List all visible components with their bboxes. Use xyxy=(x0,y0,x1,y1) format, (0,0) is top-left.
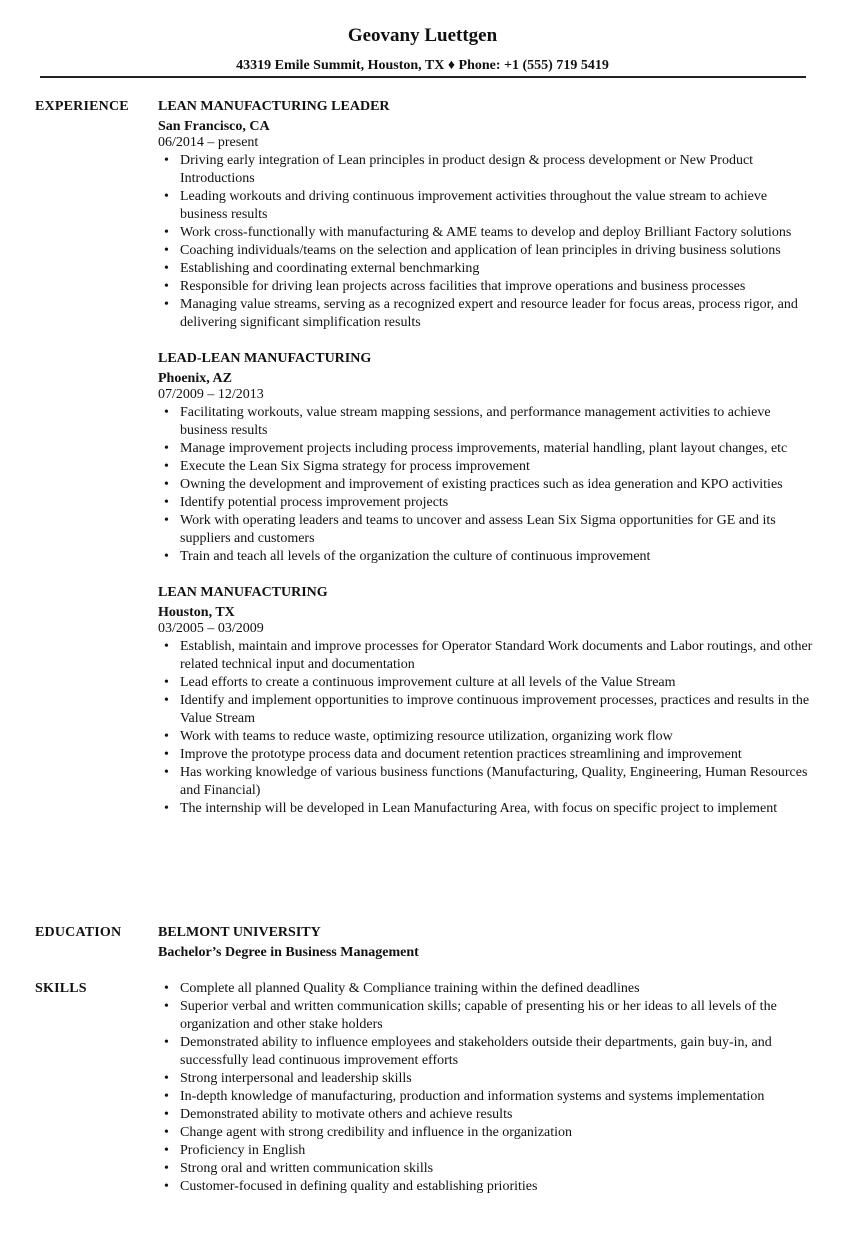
job-bullets xyxy=(158,638,818,818)
skill-item: • Superior verbal and written communication skills; capable of presenting his or her ideas to all levels of the organization and other stake holders xyxy=(158,998,818,1034)
skills-list xyxy=(158,980,818,1196)
education-degree: Bachelor’s Degree in Business Management xyxy=(158,945,419,960)
job-bullet: • Leading workouts and driving continuous improvement activities throughout the value stream to achieve business results xyxy=(158,188,818,224)
job-bullets xyxy=(158,152,818,332)
education-heading: EDUCATION xyxy=(35,925,122,940)
skill-item: • Change agent with strong credibility and influence in the organization xyxy=(158,1124,818,1142)
job-bullet: • Work cross-functionally with manufacturing & AME teams to develop and deploy Brilliant Factory solutions xyxy=(158,224,818,242)
job-location: San Francisco, CA xyxy=(158,119,270,134)
job-bullet: • Work with operating leaders and teams to uncover and assess Lean Six Sigma opportunities for GE and its suppliers and customers xyxy=(158,512,818,548)
job-dates: 06/2014 – present xyxy=(158,135,259,150)
contact-line: 43319 Emile Summit, Houston, TX ♦ Phone: +1 (555) 719 5419 xyxy=(236,58,609,73)
job-location: Phoenix, AZ xyxy=(158,371,232,386)
job-bullet: • Coaching individuals/teams on the selection and application of lean principles in driving business solutions xyxy=(158,242,818,260)
skill-item: • Proficiency in English xyxy=(158,1142,818,1160)
job-bullet: • Lead efforts to create a continuous improvement culture at all levels of the Value Stream xyxy=(158,674,818,692)
skills-heading: SKILLS xyxy=(35,981,87,996)
job-location: Houston, TX xyxy=(158,605,235,620)
candidate-name: Geovany Luettgen xyxy=(347,25,498,46)
job-title: LEAD-LEAN MANUFACTURING xyxy=(158,351,372,366)
job-bullet: • Facilitating workouts, value stream mapping sessions, and performance management activities to achieve business results xyxy=(158,404,818,440)
job-bullet: • Work with teams to reduce waste, optimizing resource utilization, organizing work flow xyxy=(158,728,818,746)
experience-heading: EXPERIENCE xyxy=(35,99,129,114)
job-entry xyxy=(158,98,818,332)
job-bullet: • Establishing and coordinating external benchmarking xyxy=(158,260,818,278)
job-bullet: • Manage improvement projects including process improvements, material handling, plant layout changes, etc xyxy=(158,440,818,458)
job-entry xyxy=(158,584,818,818)
skill-item: • Complete all planned Quality & Compliance training within the defined deadlines xyxy=(158,980,818,998)
skills-body xyxy=(158,980,818,1196)
experience-body xyxy=(158,98,818,836)
job-bullet: • Identify potential process improvement projects xyxy=(158,494,818,512)
job-bullets xyxy=(158,404,818,566)
skill-item: • Customer-focused in defining quality and establishing priorities xyxy=(158,1178,818,1196)
job-bullet: • Identify and implement opportunities to improve continuous improvement processes, practices and results in the Value Stream xyxy=(158,692,818,728)
job-bullet: • Establish, maintain and improve processes for Operator Standard Work documents and Labor routings, and other related technical input and documentation xyxy=(158,638,818,674)
skill-item: • In-depth knowledge of manufacturing, production and information systems and systems implementation xyxy=(158,1088,818,1106)
job-title: LEAN MANUFACTURING LEADER xyxy=(158,99,390,114)
job-bullet: • Improve the prototype process data and document retention practices streamlining and improvement xyxy=(158,746,818,764)
job-bullet: • Train and teach all levels of the organization the culture of continuous improvement xyxy=(158,548,818,566)
education-school: BELMONT UNIVERSITY xyxy=(158,925,321,940)
header-divider xyxy=(40,76,806,78)
job-entry xyxy=(158,350,818,566)
skill-item: • Demonstrated ability to motivate others and achieve results xyxy=(158,1106,818,1124)
skill-item: • Strong interpersonal and leadership skills xyxy=(158,1070,818,1088)
skill-item: • Demonstrated ability to influence employees and stakeholders outside their departments, gain buy-in, and successfully lead continuous improvement efforts xyxy=(158,1034,818,1070)
job-bullet: • Execute the Lean Six Sigma strategy for process improvement xyxy=(158,458,818,476)
skill-item: • Strong oral and written communication skills xyxy=(158,1160,818,1178)
job-title: LEAN MANUFACTURING xyxy=(158,585,328,600)
job-bullet: • Responsible for driving lean projects across facilities that improve operations and business processes xyxy=(158,278,818,296)
job-bullet: • Driving early integration of Lean principles in product design & process development or New Product Introductions xyxy=(158,152,818,188)
job-bullet: • Managing value streams, serving as a recognized expert and resource leader for focus areas, process rigor, and delivering significant simplification results xyxy=(158,296,818,332)
job-bullet: • The internship will be developed in Lean Manufacturing Area, with focus on specific project to implement xyxy=(158,800,818,818)
job-dates: 07/2009 – 12/2013 xyxy=(158,387,264,402)
education-body xyxy=(158,924,818,962)
job-dates: 03/2005 – 03/2009 xyxy=(158,621,264,636)
job-bullet: • Has working knowledge of various business functions (Manufacturing, Quality, Engineering, Human Resources and Financial) xyxy=(158,764,818,800)
job-bullet: • Owning the development and improvement of existing practices such as idea generation and KPO activities xyxy=(158,476,818,494)
